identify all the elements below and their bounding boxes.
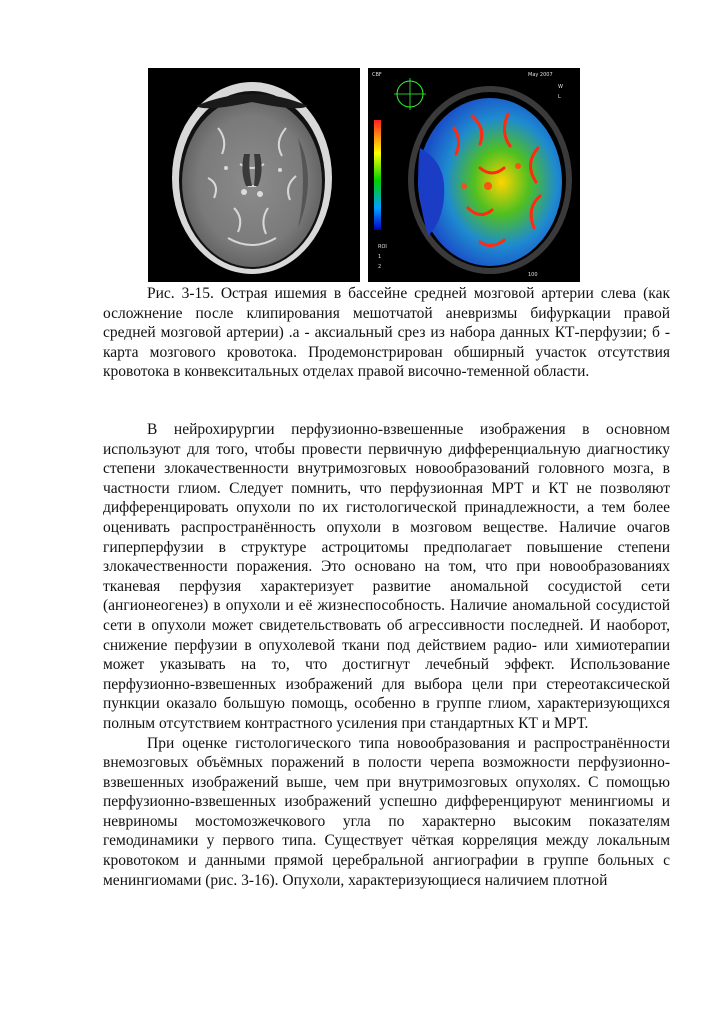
body-text [103, 420, 670, 890]
figure-caption [103, 284, 670, 382]
svg-text:May 2007: May 2007 [528, 72, 553, 78]
figure-3-15 [148, 68, 582, 282]
svg-text:1: 1 [378, 254, 382, 260]
cbf-perfusion-map-image [368, 68, 580, 282]
svg-text:W: W [558, 84, 563, 90]
svg-text:L: L [558, 94, 561, 100]
paragraph-1: В нейрохирургии перфузионно-взвешенные изображения в основном используют для того, чтобы провести первичную дифференциальную диагностику степени злокачественности внутримозговых новообразований головного мозга, в частности глиом. Следует помнить, что перфузионная МРТ и КТ не позволяют дифференцировать опухоли по их гистологической принадлежности, а тем более оценивать распространённость опухоли в мозговом веществе. Наличие очагов гиперперфузии в структуре астроцитомы предполагает повышение степени злокачественности поражения. Это основано на том, что при новообразованиях тканевая перфузия характеризует развитие аномальной сосудистой сети (ангионеогенез) в опухоли и её жизнеспособность. Наличие аномальной сосудистой сети в опухоли может свидетельствовать об агрессивности последней. И наоборот, снижение перфузии в опухолевой ткани под действием радио- или химиотерапии может указывать на то, что достигнут лечебный эффект. Использование перфузионно-взвешенных изображений для выбора цели при стереотаксической пункции оказало большую помощь, особенно в группе глиом, характеризующихся полным отсутствием контрастного усиления при стандартных КТ и МРТ. [103, 421, 670, 732]
caption-text: Острая ишемия в бассейне средней мозговой артерии слева (как осложнение после клипирования мешотчатой аневризмы бифуркации правой средней мозговой артерии) .а - аксиальный срез из набора данных КТ-перфузии; б - карта мозгового кровотока. Продемонстрирован обширный участок отсутствия кровотока в конвекситальных отделах правой височно-теменной области. [103, 285, 670, 381]
paragraph-2: При оценке гистологического типа новообразования и распространённости внемозговых объёмных поражений в полости черепа возможности перфузионно-взвешенных изображений выше, чем при внутримозговых опухолях. С помощью перфузионно-взвешенных изображений успешно дифференцируют менингиомы и невриномы мостомозжечкового угла по характерно высоким показателям гемодинамики у первого типа. Существует чёткая корреляция между локальным кровотоком и данными прямой церебральной ангиографии в группе больных с менингиомами (рис. 3-16). Опухоли, характеризующиеся наличием плотной [103, 734, 670, 889]
svg-text:2: 2 [378, 264, 382, 270]
svg-text:ROI: ROI [378, 244, 387, 250]
ct-axial-slice-image [148, 68, 360, 282]
svg-text:100: 100 [528, 272, 538, 278]
svg-text:CBF: CBF [372, 72, 382, 78]
caption-label: Рис. 3-15. [147, 285, 214, 302]
